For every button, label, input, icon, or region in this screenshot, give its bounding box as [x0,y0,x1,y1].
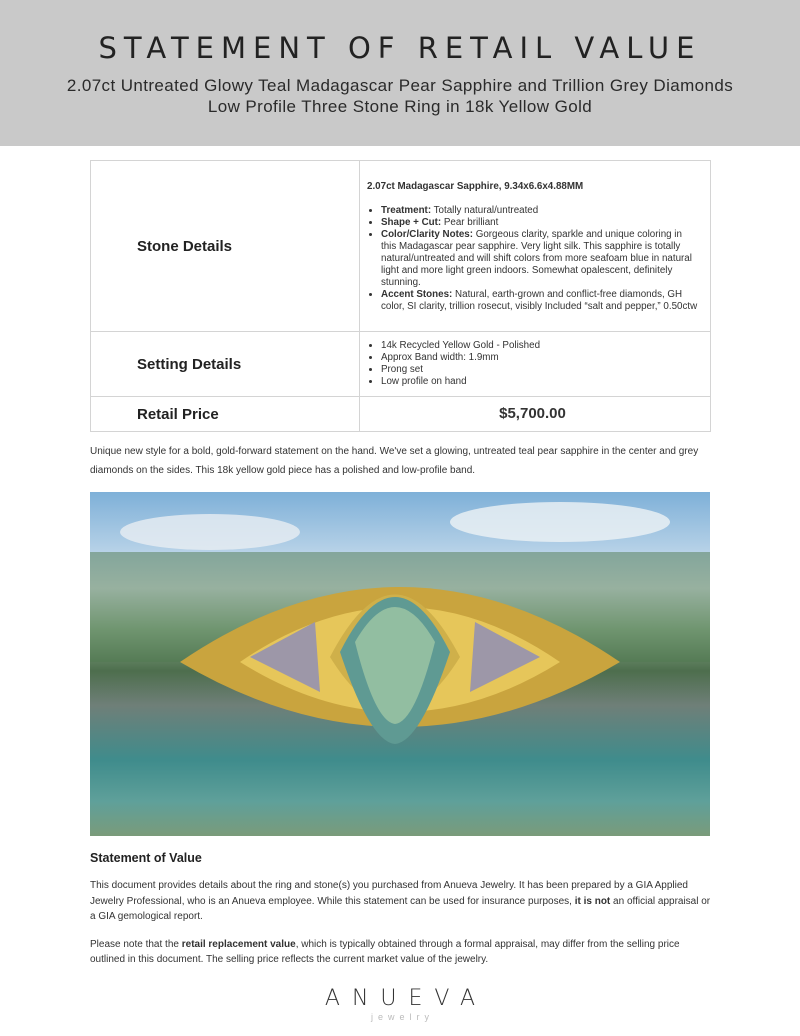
stone-details-label: Stone Details [91,161,360,332]
list-item: • Low profile on hand [381,376,698,388]
list-item: • Approx Band width: 1.9mm [381,352,698,364]
details-table [90,160,711,432]
stone-list [367,205,698,313]
retail-price-label: Retail Price [91,397,360,432]
setting-details-cell [360,332,711,397]
list-item: • Shape + Cut: Pear brilliant [381,217,698,229]
page-content [90,160,711,1033]
setting-details-row [91,332,711,397]
anueva-logo: ANUEVA jewelry [324,985,488,1022]
list-item: • Prong set [381,364,698,376]
page-title: STATEMENT OF RETAIL VALUE [98,31,702,65]
retail-price-row [91,397,711,432]
statement-paragraph-1: This document provides details about the ring and stone(s) you purchased from Anueva Jewelry. It has been prepared by a GIA Applied Jewelry Professional, who is an Anueva employee. While this statement can be used for insurance purposes, it is not an official appraisal or a GIA gemological report. [90,880,711,922]
stone-details-cell [360,161,711,332]
statement-heading: Statement of Value [90,851,202,865]
list-item: • 14k Recycled Yellow Gold - Polished [381,340,698,352]
product-description: Unique new style for a bold, gold-forward statement on the hand. We've set a glowing, untreated teal pear sapphire in the center and grey diamonds on the sides. This 18k yellow gold piece has a polished and low-profile band. [90,446,699,476]
setting-details-label: Setting Details [91,332,360,397]
retail-price-value: $5,700.00 [360,397,711,432]
list-item: • Accent Stones: Natural, earth-grown and conflict-free diamonds, GH color, SI clarity, trillion rosecut, visibly Included “salt and pepper,” 0.50ctw [381,289,698,313]
header-band [0,0,800,146]
ring-photo [90,492,710,836]
list-item: • Color/Clarity Notes: Gorgeous clarity, sparkle and unique coloring in this Madagascar pear sapphire. Very light silk. This sapphire is totally natural/untreated and will shift colors from more seafoam blue in natural light and more light green indoors. Somewhat opalescent, definitely stunning. [381,229,698,289]
statement-paragraph-2: Please note that the retail replacement value, which is typically obtained through a formal appraisal, may differ from the selling price outlined in this document. The selling price reflects the current market value of the jewelry. [90,938,680,965]
stone-heading: 2.07ct Madagascar Sapphire, 9.34x6.6x4.88MM [367,181,584,192]
list-item: • Treatment: Totally natural/untreated [381,205,698,217]
setting-list [367,340,698,388]
stone-details-row [91,161,711,332]
product-title: 2.07ct Untreated Glowy Teal Madagascar Pear Sapphire and Trillion Grey Diamonds Low Profile Three Stone Ring in 18k Yellow Gold [66,76,734,116]
